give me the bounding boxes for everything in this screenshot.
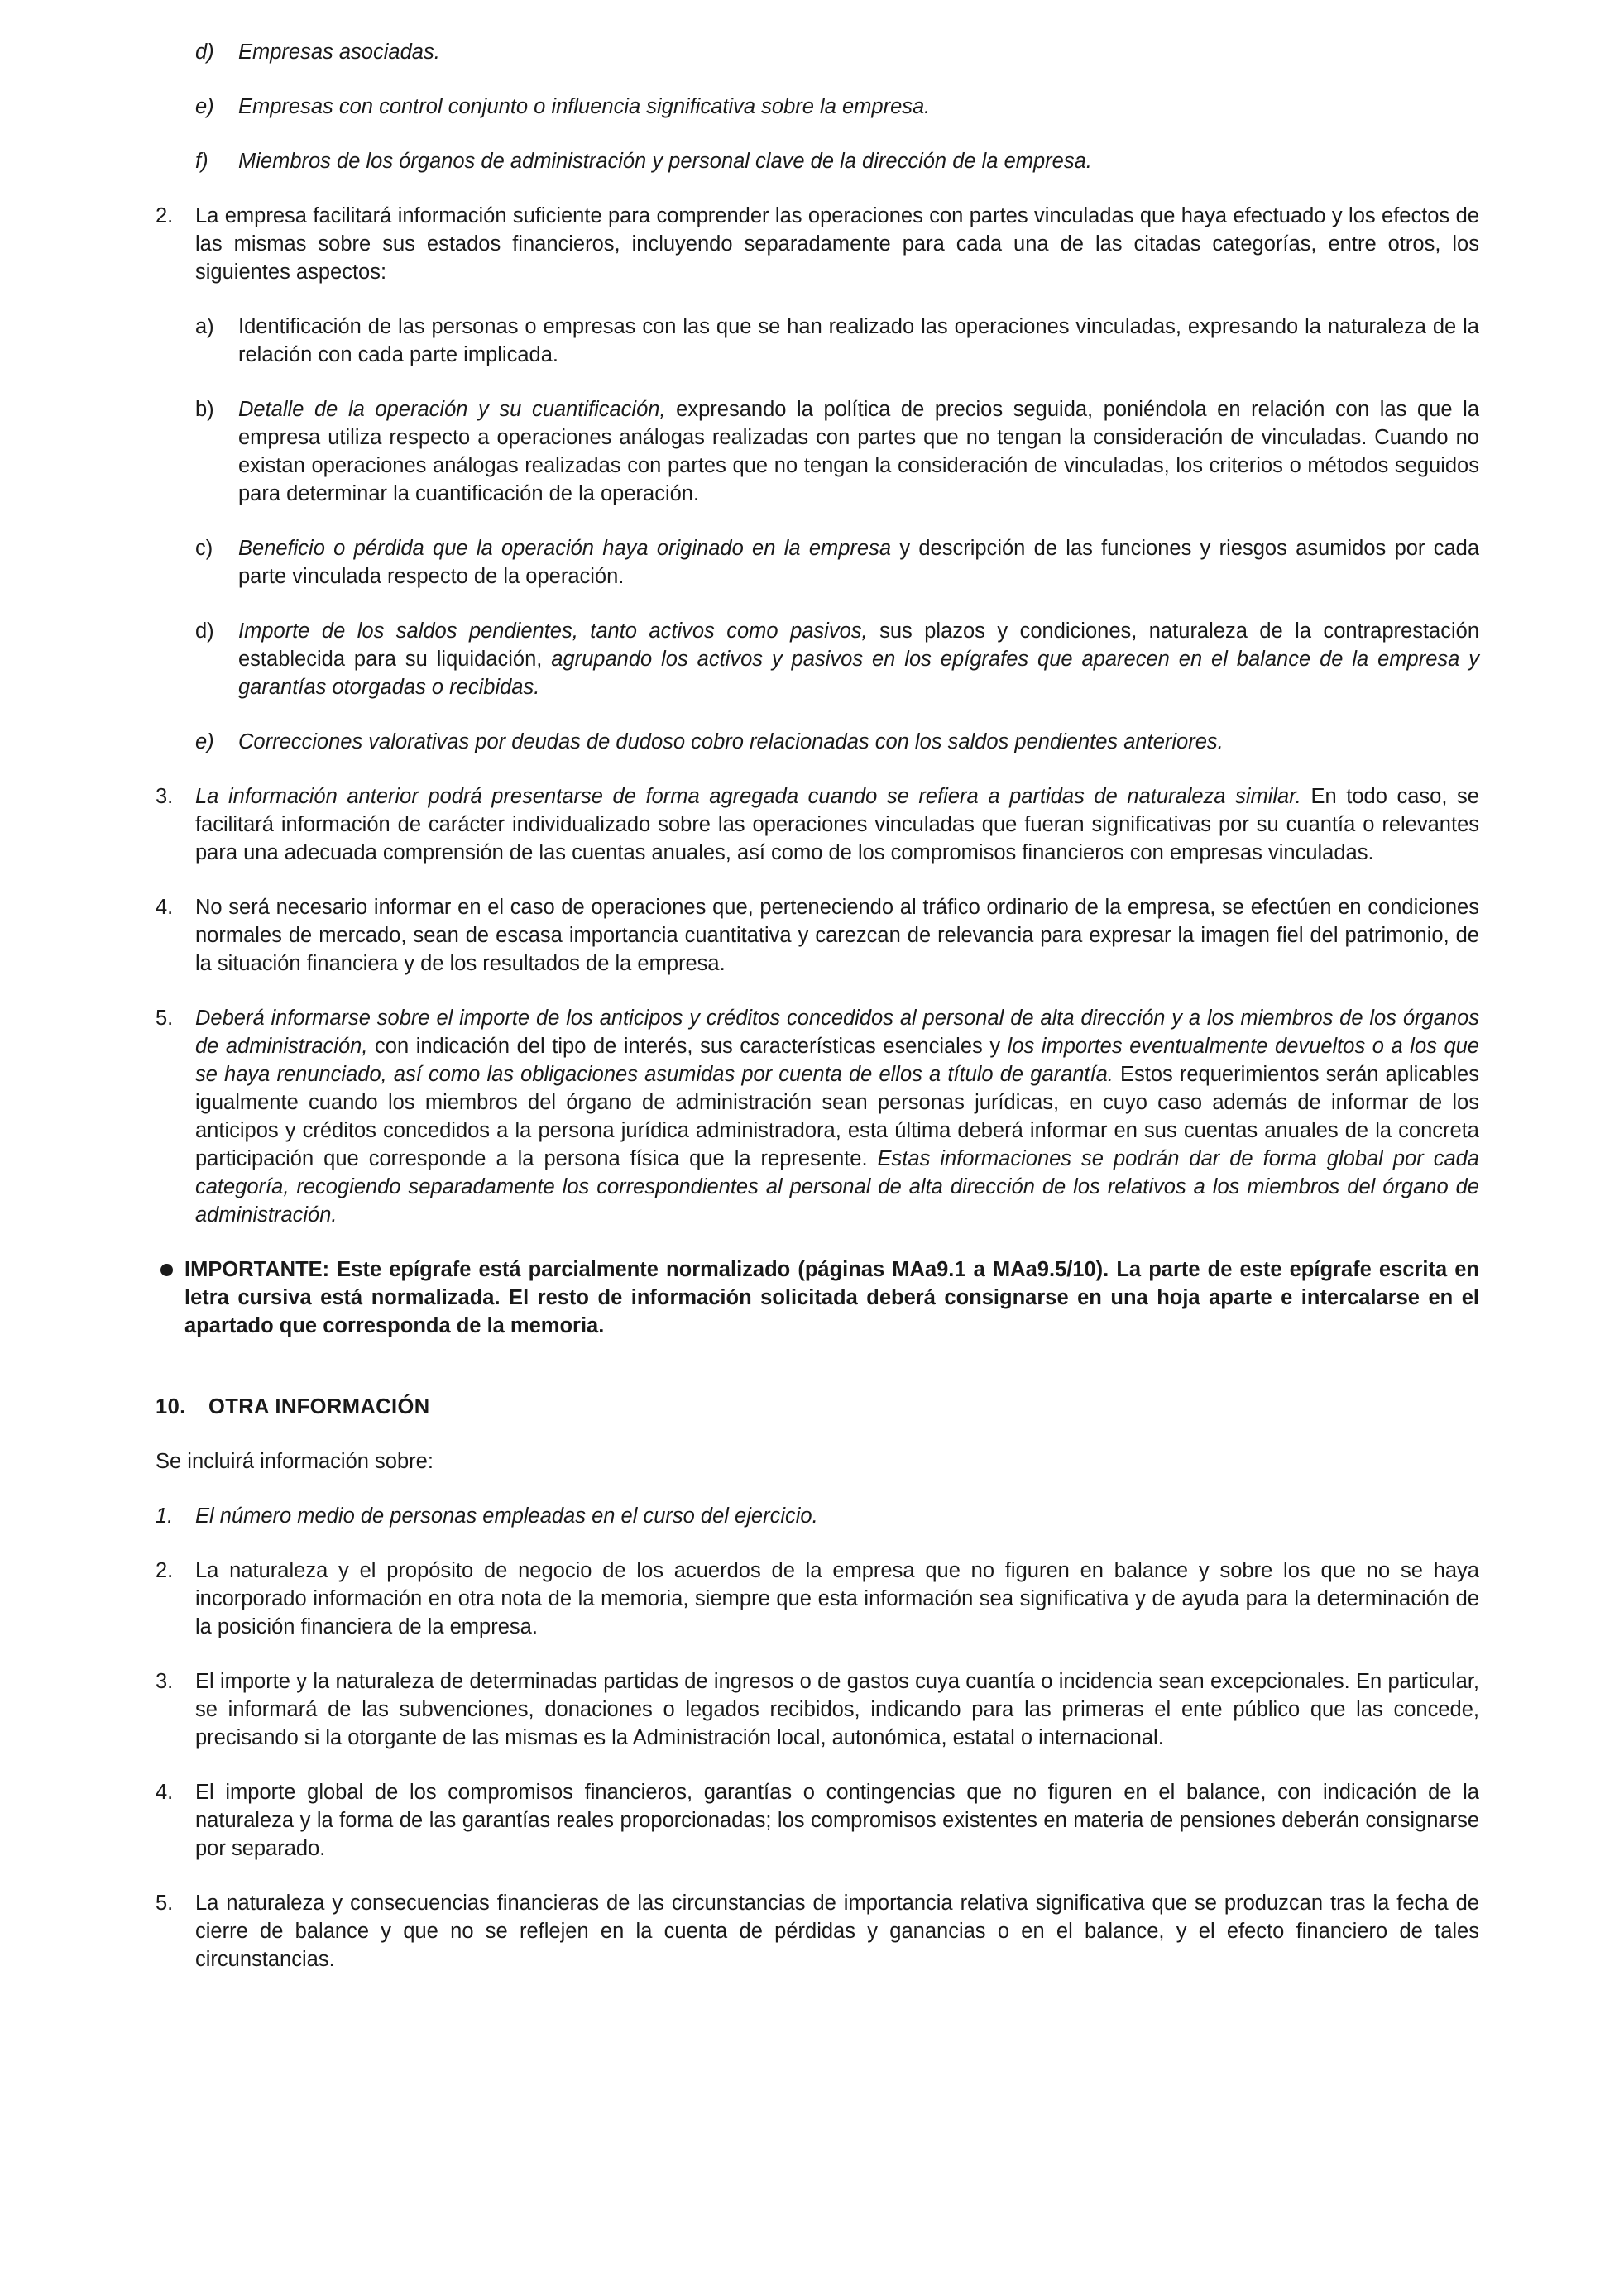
italic-text: Estas informaciones se podrán dar de forma global por cada categoría, recogiendo separadamente los correspondientes al personal de alta dirección de los relativos a los miembros del órgano de administración.	[195, 1147, 1479, 1227]
italic-text: Beneficio o pérdida que la operación haya originado en la empresa	[238, 537, 892, 560]
list-marker: 3.	[156, 785, 174, 808]
list-item-3	[156, 782, 1479, 867]
list-text	[238, 617, 1479, 701]
list-text: Identificación de las personas o empresas con las que se han realizado las operaciones vinculadas, expresando la naturaleza de la relación con cada parte implicada.	[238, 315, 1479, 366]
list-marker: c)	[195, 537, 213, 560]
section-item-4	[156, 1778, 1479, 1863]
italic-text: Importe de los saldos pendientes, tanto activos como pasivos,	[238, 619, 868, 643]
plain-text: expresando la política de precios seguida, poniéndola en relación con las que la empresa utiliza respecto a operaciones análogas realizadas con partes que no tengan la consideración de vinculadas. Cuando no existan operaciones análogas realizadas con partes que no tengan la consideración de vinculadas, los criterios o métodos seguidos para determinar la cuantificación de la operación.	[238, 398, 1479, 505]
list-marker: 2.	[156, 204, 174, 227]
section-item-5	[156, 1889, 1479, 1973]
list-text	[238, 395, 1479, 508]
sub-item-c	[195, 534, 1479, 591]
section-item-1	[156, 1502, 1479, 1530]
important-text: IMPORTANTE: Este epígrafe está parcialmente normalizado (páginas MAa9.1 a MAa9.5/10). La parte de este epígrafe escrita en letra cursiva está normalizada. El resto de información solicitada deberá consignarse en una hoja aparte e intercalarse en el apartado que corresponda de la memoria.	[184, 1258, 1479, 1337]
italic-text: Detalle de la operación y su cuantificación,	[238, 398, 666, 421]
italic-text: Deberá informarse sobre el importe de los anticipos y créditos concedidos al personal de alta dirección y a los miembros de los órganos de administración,	[195, 1007, 1479, 1058]
italic-text: La información anterior podrá presentarse de forma agregada cuando se refiera a partidas de naturaleza similar.	[195, 785, 1301, 808]
sub-item-a	[195, 313, 1479, 369]
section-heading	[156, 1393, 1479, 1421]
list-marker: 5.	[156, 1007, 174, 1030]
section-item-2	[156, 1557, 1479, 1641]
list-text: El importe global de los compromisos financieros, garantías o contingencias que no figuren en el balance, con indicación de la naturaleza y la forma de las garantías reales proporcionadas; los compromisos existentes en materia de pensiones deberán consignarse por separado.	[195, 1781, 1479, 1860]
list-marker: e)	[195, 730, 214, 753]
list-text: La naturaleza y consecuencias financieras de las circunstancias de importancia relativa significativa que se produzcan tras la fecha de cierre de balance y que no se reflejen en la cuenta de pérdidas y ganancias o en el balance, y el efecto financiero de tales circunstancias.	[195, 1892, 1479, 1971]
plain-text: y descripción de las funciones y riesgos asumidos por cada parte vinculada respecto de la operación.	[238, 537, 1480, 588]
list-marker: 4.	[156, 1781, 174, 1804]
list-marker: 1.	[156, 1504, 174, 1528]
important-note	[156, 1256, 1479, 1340]
list-item	[195, 93, 1479, 121]
list-item-2	[156, 202, 1479, 286]
list-item-4	[156, 893, 1479, 978]
list-item	[195, 38, 1479, 66]
list-item-5	[156, 1004, 1479, 1229]
section-intro: Se incluirá información sobre:	[156, 1450, 434, 1473]
list-text	[195, 782, 1479, 867]
italic-text: agrupando los activos y pasivos en los epígrafes que aparecen en el balance de la empresa y garantías otorgadas o recibidas.	[238, 648, 1480, 699]
italic-text: los importes eventualmente devueltos o a los que se haya renunciado, así como las obligaciones asumidas por cuenta de ellos a título de garantía.	[195, 1035, 1479, 1086]
section-title: OTRA INFORMACIÓN	[208, 1395, 430, 1418]
plain-text: sus plazos y condiciones, naturaleza de la contraprestación establecida para su liquidación,	[238, 619, 1479, 671]
sub-item-b	[195, 395, 1479, 508]
list-marker: e)	[195, 95, 214, 118]
list-marker: a)	[195, 315, 214, 338]
list-marker: 2.	[156, 1559, 174, 1582]
section-item-3	[156, 1667, 1479, 1752]
list-marker: d)	[195, 41, 214, 64]
plain-text: con indicación del tipo de interés, sus características esenciales y	[367, 1035, 1008, 1058]
bullet-icon	[160, 1264, 173, 1276]
list-text	[238, 534, 1479, 591]
list-marker: d)	[195, 619, 214, 643]
list-marker: f)	[195, 150, 208, 173]
list-text: El número medio de personas empleadas en el curso del ejercicio.	[195, 1504, 818, 1528]
section-number: 10.	[156, 1395, 186, 1418]
list-marker: b)	[195, 398, 214, 421]
list-text: El importe y la naturaleza de determinadas partidas de ingresos o de gastos cuya cuantía o incidencia sean excepcionales. En particular, se informará de las subvenciones, donaciones o legados recibidos, indicando para las primeras el ente público que las concede, precisando si la otorgante de las mismas es la Administración local, autonómica, estatal o internacional.	[195, 1670, 1479, 1749]
sub-item-d	[195, 617, 1479, 701]
list-text: La empresa facilitará información suficiente para comprender las operaciones con partes vinculadas que haya efectuado y los efectos de las mismas sobre sus estados financieros, incluyendo separadamente para cada una de las citadas categorías, entre otros, los siguientes aspectos:	[195, 204, 1479, 284]
document-page	[156, 38, 1479, 2000]
list-text: Correcciones valorativas por deudas de dudoso cobro relacionadas con los saldos pendientes anteriores.	[238, 730, 1224, 753]
list-text: La naturaleza y el propósito de negocio de los acuerdos de la empresa que no figuren en balance y sobre los que no se haya incorporado información en otra nota de la memoria, siempre que esta información sea significativa y de ayuda para la determinación de la posición financiera de la empresa.	[195, 1559, 1479, 1638]
plain-text: En todo caso, se facilitará información de carácter individualizado sobre las operaciones vinculadas que fueran significativas por su cuantía o relevantes para una adecuada comprensión de las cuentas anuales, así como de los compromisos financieros con empresas vinculadas.	[195, 785, 1479, 864]
plain-text: Estos requerimientos serán aplicables igualmente cuando los miembros del órgano de administración sean personas jurídicas, en cuyo caso además de informar de los anticipos y créditos concedidos a la persona jurídica administradora, esta última deberá informar en sus cuentas anuales de la concreta participación que corresponde a la persona física que la represente.	[195, 1063, 1479, 1170]
list-text	[195, 1004, 1479, 1229]
list-text: No será necesario informar en el caso de operaciones que, perteneciendo al tráfico ordinario de la empresa, se efectúen en condiciones normales de mercado, sean de escasa importancia cuantitativa y carezcan de relevancia para expresar la imagen fiel del patrimonio, de la situación financiera y de los resultados de la empresa.	[195, 896, 1479, 975]
list-text: Empresas asociadas.	[238, 41, 440, 64]
sub-item-e	[195, 728, 1479, 756]
list-text: Miembros de los órganos de administración y personal clave de la dirección de la empresa.	[238, 150, 1092, 173]
list-text: Empresas con control conjunto o influencia significativa sobre la empresa.	[238, 95, 931, 118]
list-marker: 3.	[156, 1670, 174, 1693]
list-item	[195, 147, 1479, 175]
list-marker: 4.	[156, 896, 174, 919]
list-marker: 5.	[156, 1892, 174, 1915]
